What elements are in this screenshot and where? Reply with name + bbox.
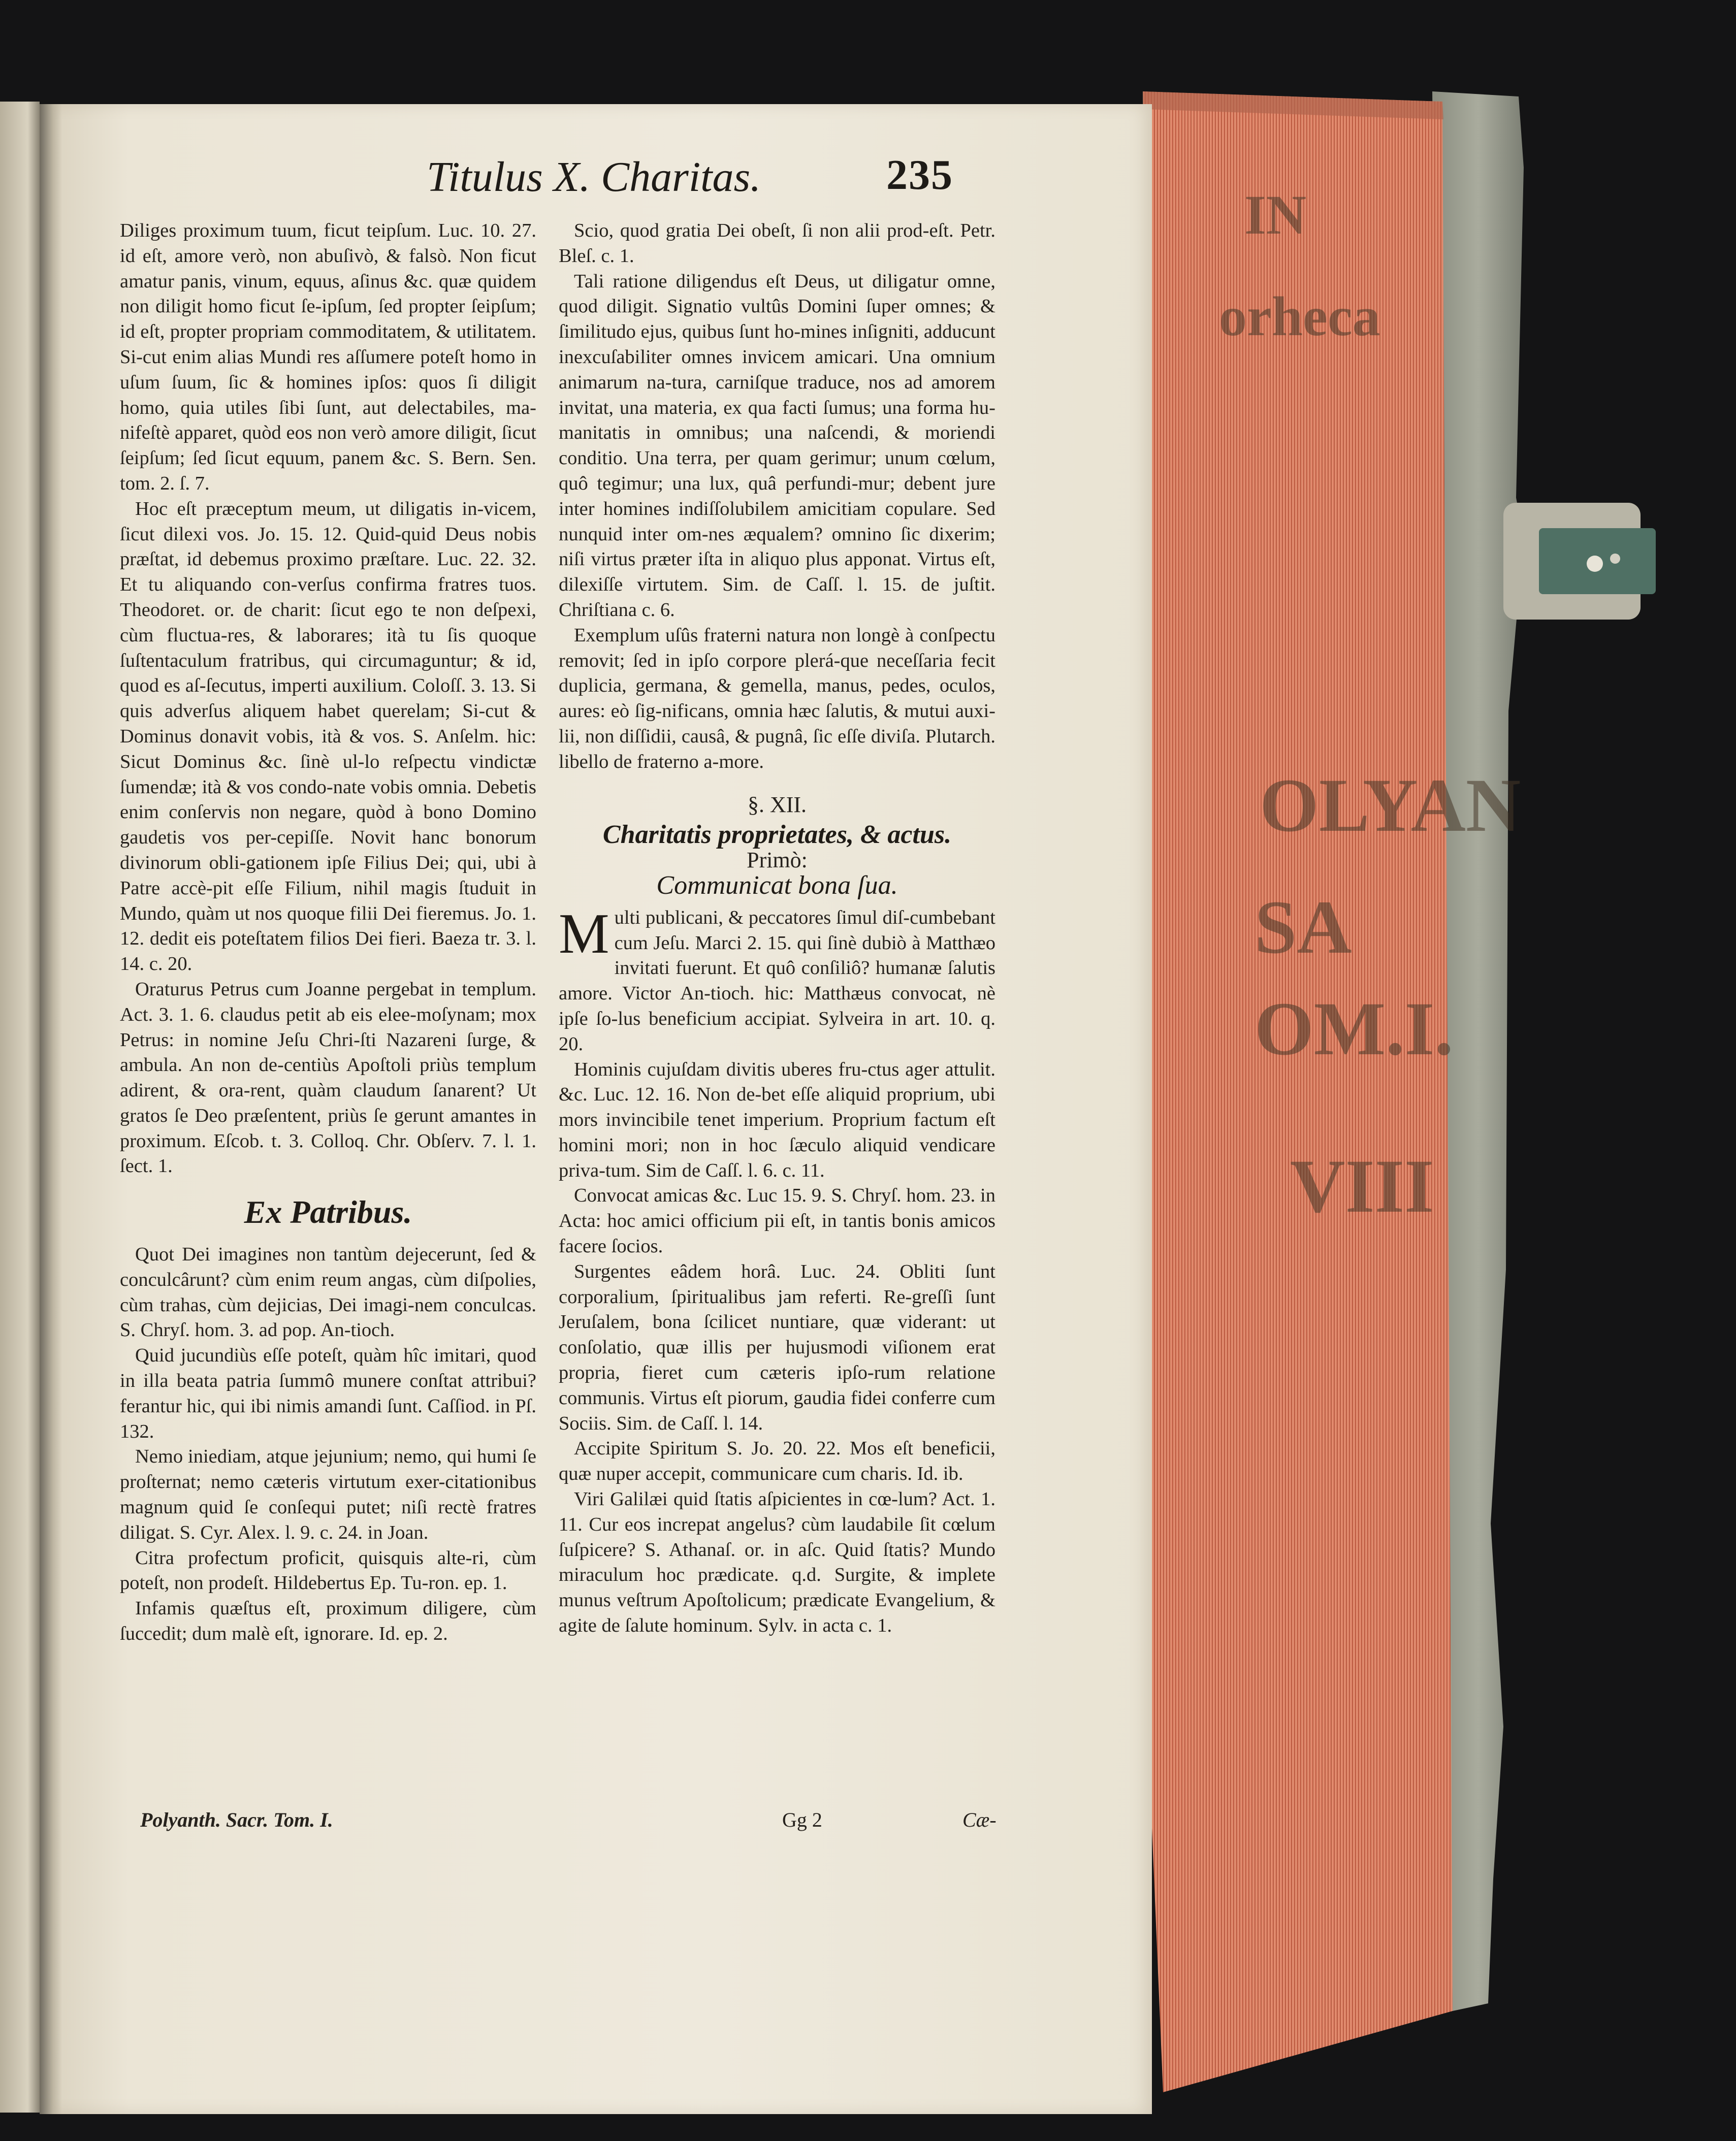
patristic-paragraph: Quid jucundiùs eſſe poteſt, quàm hîc imitari, quod in illa beata patria ſummô munere conſtat attribui? ferantur hic, qui ibi nimis amandi ſunt. Caſſiod. in Pſ. 132. (120, 1345, 536, 1442)
right-paragraph: Tali ratione diligendus eſt Deus, ut diligatur omne, quod diligit. Signatio vultûs Domini ſuper omnes; & ſimilitudo ejus, quibus ſunt ho-mines inſigniti, adducunt inexcuſabiliter omnes invicem amicari. Una omnium animarum na-tura, carniſque traduce, nos ad amorem invitat, una materia, ex qua facti ſumus; una forma hu-manitatis in omnibus; una naſcendi, & moriendi conditio. Una terra, per quam gerimur; unum cœlum, quô tegimur; una lux, quâ perfundi-mur; debent jure inter homines indiſſolubilem amicitiam copulare. Sed nunquid inter om-nes æqualem? omnino ſic dixerim; niſi virtus præter iſta in aliquo plus apponat. Virtus eſt, dilexiſſe virtutem. Sim. de Caſſ. l. 15. de juſtit. Chriſtiana c. 6. (559, 270, 995, 621)
ordinal: Primò: (747, 848, 808, 873)
right-paragraph: Scio, quod gratia Dei obeſt, ſi non alii prod-eſt. Petr. Bleſ. c. 1. (559, 220, 995, 267)
patristic-paragraph: Infamis quæſtus eſt, proximum diligere, cùm ſuccedit; dum malè eſt, ignorare. Id. ep. 2. (120, 1598, 536, 1645)
body-paragraph: ulti publicani, & peccatores ſimul diſ-cumbebant cum Jeſu. Marci 2. 15. qui ſinè dubiò à Matthæo invitati fuerunt. Et quô conſiliô? humanæ ſalutis amore. Victor An-tioch. hic: Matthæus convocat, nè ipſe ſo-lus beneficium accipiat. Sylveira in art. 10. q. 20. (559, 906, 995, 1055)
body-paragraph: Accipite Spiritum S. Jo. 20. 22. Mos eſt beneficii, quæ nuper accepit, communicare cum charis. Id. ib. (559, 1438, 995, 1485)
patristic-paragraph: Citra profectum proficit, quisquis alte-ri, cùm poteſt, non prodeſt. Hildebertus Ep. Tu-ron. ep. 1. (120, 1547, 536, 1594)
facing-page-sliver (0, 102, 40, 2113)
right-paragraph: Exemplum uſûs fraterni natura non longè à conſpectu removit; ſed in ipſo corpore plerá-que neceſſaria fecit duplicia, germana, & gemella, manus, pedes, oculos, aures: eò ſig-nificans, omnia hæc ſalutis, & mutui auxi-lii, non diſſidii, causâ, & pugnâ, ſic eſſe diviſa. Plutarch. libello de fraterno a-more. (559, 624, 995, 772)
running-title: Titulus X. Charitas. (427, 153, 761, 201)
subheading: Communicat bona ſua. (656, 870, 898, 900)
patristic-paragraph: Quot Dei imagines non tantùm dejecerunt, ſed & conculcârunt? cùm enim reum angas, cùm diſpolies, cùm trahas, cùm dejicias, Dei imagi-nem conculcas. S. Chryſ. hom. 3. ad pop. An-tioch. (120, 1244, 536, 1341)
left-paragraph: Hoc eſt præceptum meum, ut diligatis in-vicem, ſicut dilexi vos. Jo. 15. 12. Quid-quid Deus nobis præſtat, id debemus proximo præſtare. Luc. 22. 32. Et tu aliquando con-verſus confirma fratres tuos. Theodoret. or. de charit: ſicut ego te non deſpexi, cùm fluctua-res, & laborares; ità tu ſis quoque ſuſtentaculum fratribus, qui circumaguntur; & id, quod es aſ-ſecutus, imperti auxilium. Coloſſ. 3. 13. Si quis adverſus aliquem habet querelam; Si-cut & Dominus donavit vobis, ità & vos. S. Anſelm. hic: Sicut Dominus &c. ſinè ul-lo reſpectu vindictæ ſumendæ; ità & vos condo-nate vobis omnia. Debetis enim conſervis non negare, quòd à bono Domino gaudetis vos per-cepiſſe. Novit hanc bonorum divinorum obli-gationem ipſe Filius Dei; qui, ubi à Patre accè-pit eſſe Filium, nihil magis ſtuduit in Mundo, quàm ut nos quoque filii Dei fieremus. Jo. 1. 12. dedit eis poteſtatem filios Dei fieri. Baeza tr. 3. l. 14. c. 20. (120, 498, 536, 975)
page-gutter-shadow (40, 104, 62, 2114)
spine-text-1: IN (1244, 184, 1307, 246)
spine-text-5: OM.I. (1255, 987, 1454, 1071)
body-paragraph: Viri Galilæi quid ſtatis aſpicientes in cœ-lum? Act. 1. 11. Cur eos increpat angelus? cùm laudabile ſit cœlum ſuſpicere? S. Athanaſ. or. in aſc. Quid ſtatis? Mundo miraculum hoc prædicate. q.d. Surgite, & implete munus veſtrum Apoſtolicum; prædicate Evangelium, & agite de ſalute hominum. Sylv. in acta c. 1. (559, 1488, 995, 1637)
drop-cap: M (559, 902, 609, 965)
page-edges (1143, 91, 1453, 2092)
left-paragraph: Oraturus Petrus cum Joanne pergebat in templum. Act. 3. 1. 6. claudus petit ab eis elee-moſynam; mox Petrus: in nomine Jeſu Chri-ſti Nazareni ſurge, & ambula. An non de-centiùs Apoſtoli priùs templum adirent, & ora-rent, quàm claudum ſanarent? Ut gratos ſe Deo præſentent, priùs ſe gerunt amantes in proximum. Eſcob. t. 3. Colloq. Chr. Obſerv. 7. l. 1. ſect. 1. (120, 978, 536, 1177)
spine-text-3: OLYAN (1260, 763, 1521, 848)
spine-text-2: orheca (1219, 285, 1380, 347)
right-column (559, 218, 995, 1639)
section-title: Charitatis proprietates, & actus. (602, 820, 952, 850)
signature-mark: Gg 2 (782, 1808, 822, 1831)
section-number: §. XII. (747, 792, 807, 817)
spine-text-4: SA (1255, 885, 1352, 969)
catchword: Cæ- (962, 1808, 996, 1831)
body-paragraph: Hominis cujuſdam divitis uberes fru-ctus ager attulit. &c. Luc. 12. 16. Non de-bet eſſe aliquid proprium, ubi mors invincibile tenet imperium. Proprium factum eſt homini mori; non in hoc ſæculo aliquid vendicare priva-tum. Sim de Caſſ. l. 6. c. 11. (559, 1058, 995, 1181)
page-number: 235 (886, 151, 953, 199)
body-paragraph: Surgentes eâdem horâ. Luc. 24. Obliti ſunt corporalium, ſpiritualibus jam referti. Re-greſſi ſunt Jeruſalem, bona ſcilicet nuntiare, quæ viderant: ut conſolatio, quæ illis per hujusmodi viſionem erat propria, fieret cum cæteris ipſo-rum relatione communis. Virtus eſt piorum, gaudia fidei conferre cum Sociis. Sim. de Caſſ. l. 14. (559, 1260, 995, 1434)
left-column (120, 218, 536, 1647)
footer-book-title: Polyanth. Sacr. Tom. I. (140, 1808, 333, 1831)
body-paragraph: Convocat amicas &c. Luc 15. 9. S. Chryſ. hom. 23. in Acta: hoc amici officium pii eſt, in tantis bonis amicos facere ſocios. (559, 1185, 995, 1257)
patristic-paragraph: Nemo iniediam, atque jejunium; nemo, qui humi ſe proſternat; nemo cæteris virtutum exer-citationibus magnum quid ſe conſequi putet; niſi rectè fratres diligat. S. Cyr. Alex. l. 9. c. 24. in Joan. (120, 1446, 536, 1543)
section-heading-patristic: Ex Patribus. (244, 1194, 412, 1230)
left-paragraph: Diliges proximum tuum, ficut teipſum. Luc. 10. 27. id eſt, amore verò, non abuſivò, & falsò. Non ficut amatur panis, vinum, equus, aſinus &c. quæ quidem non diligit homo ficut ſe-ipſum, ſed propter ſeipſum; id eſt, propter propriam commoditatem, & utilitatem. Si-cut enim alias Mundi res aſſumere poteſt homo in uſum ſuum, ſic & homines ipſos: quos ſi diligit homo, quia utiles ſibi ſunt, aut delectabiles, ma-nifeſtè apparet, quòd eos non verò amore diligit, ſicut ſeipſum; ſed ſicut equum, panem &c. S. Bern. Sen. tom. 2. ſ. 7. (120, 220, 536, 494)
spine-text-6: VIII (1290, 1144, 1434, 1228)
